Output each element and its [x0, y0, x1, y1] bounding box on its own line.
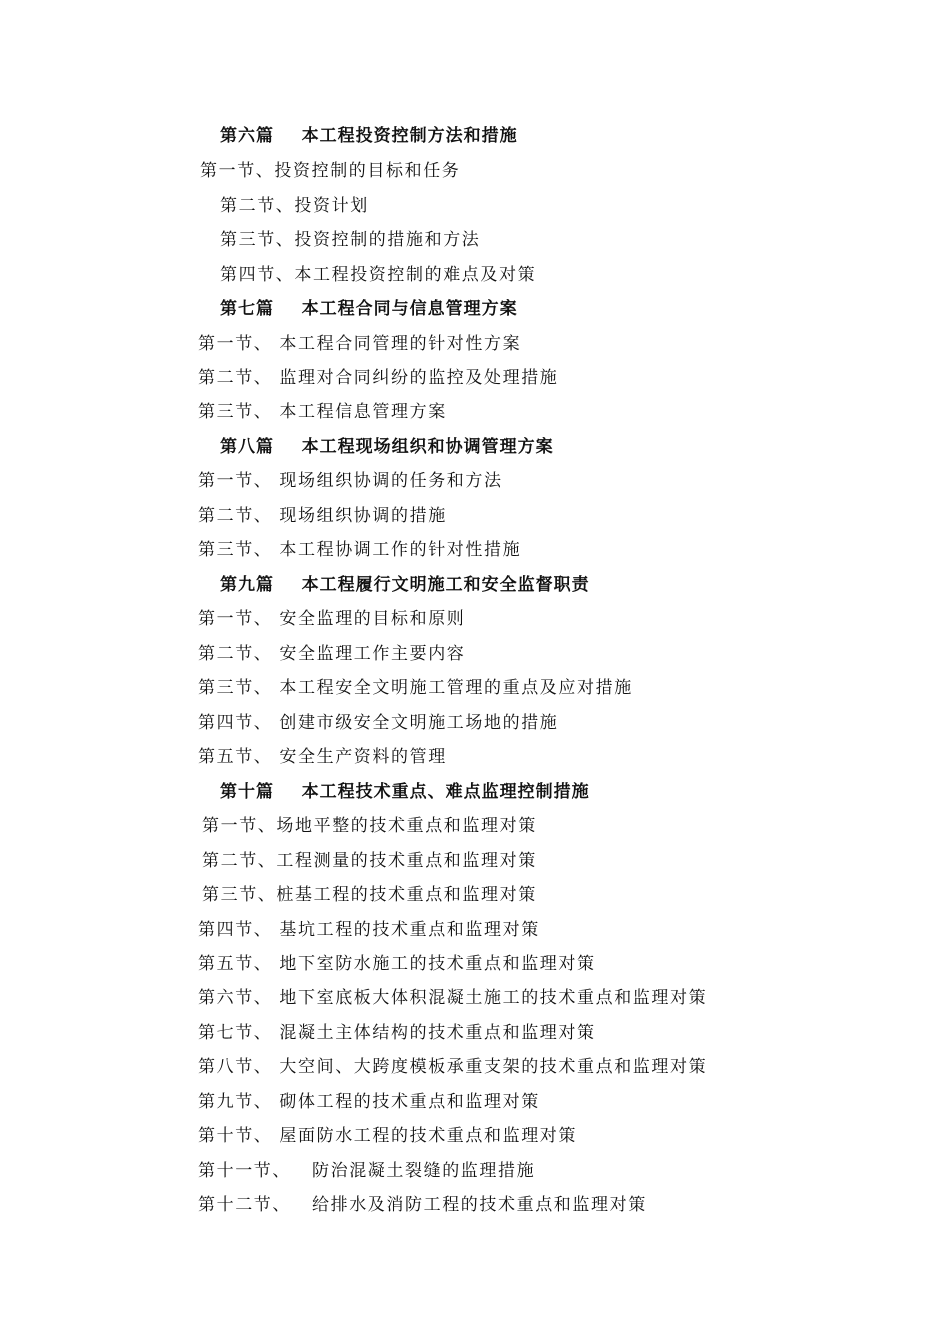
- toc-section: 第一节、 本工程合同管理的针对性方案: [198, 334, 522, 354]
- toc-section: 第二节、 安全监理工作主要内容: [198, 644, 466, 664]
- toc-section: 第四节、 创建市级安全文明施工场地的措施: [198, 713, 559, 733]
- toc-part-10: 第十篇 本工程技术重点、难点监理控制措施: [220, 782, 590, 802]
- toc-section: 第一节、投资控制的目标和任务: [200, 161, 461, 181]
- toc-section: 第十节、 屋面防水工程的技术重点和监理对策: [198, 1126, 578, 1146]
- toc-part-8: 第八篇 本工程现场组织和协调管理方案: [220, 437, 554, 457]
- toc-part-7: 第七篇 本工程合同与信息管理方案: [220, 299, 518, 319]
- toc-section: 第十一节、 防治混凝土裂缝的监理措施: [198, 1161, 536, 1181]
- toc-section: 第六节、 地下室底板大体积混凝土施工的技术重点和监理对策: [198, 988, 708, 1008]
- toc-section: 第四节、本工程投资控制的难点及对策: [220, 265, 537, 285]
- toc-section: 第五节、 地下室防水施工的技术重点和监理对策: [198, 954, 596, 974]
- toc-section: 第三节、 本工程协调工作的针对性措施: [198, 540, 522, 560]
- toc-section: 第三节、 本工程安全文明施工管理的重点及应对措施: [198, 678, 633, 698]
- toc-section: 第九节、 砌体工程的技术重点和监理对策: [198, 1092, 540, 1112]
- toc-section: 第二节、投资计划: [220, 196, 369, 216]
- toc-section: 第三节、投资控制的措施和方法: [220, 230, 481, 250]
- toc-section: 第四节、 基坑工程的技术重点和监理对策: [198, 920, 540, 940]
- toc-section: 第二节、工程测量的技术重点和监理对策: [202, 851, 537, 871]
- toc-section: 第二节、 现场组织协调的措施: [198, 506, 447, 526]
- toc-section: 第五节、 安全生产资料的管理: [198, 747, 447, 767]
- toc-section: 第二节、 监理对合同纠纷的监控及处理措施: [198, 368, 559, 388]
- toc-section: 第一节、 现场组织协调的任务和方法: [198, 471, 503, 491]
- toc-section: 第一节、 安全监理的目标和原则: [198, 609, 466, 629]
- toc-section: 第一节、场地平整的技术重点和监理对策: [202, 816, 537, 836]
- toc-section: 第三节、 本工程信息管理方案: [198, 402, 447, 422]
- toc-section: 第十二节、 给排水及消防工程的技术重点和监理对策: [198, 1195, 647, 1215]
- toc-part-6: 第六篇 本工程投资控制方法和措施: [220, 126, 518, 146]
- toc-part-9: 第九篇 本工程履行文明施工和安全监督职责: [220, 575, 590, 595]
- toc-section: 第八节、 大空间、大跨度模板承重支架的技术重点和监理对策: [198, 1057, 708, 1077]
- toc-section: 第七节、 混凝土主体结构的技术重点和监理对策: [198, 1023, 596, 1043]
- toc-section: 第三节、桩基工程的技术重点和监理对策: [202, 885, 537, 905]
